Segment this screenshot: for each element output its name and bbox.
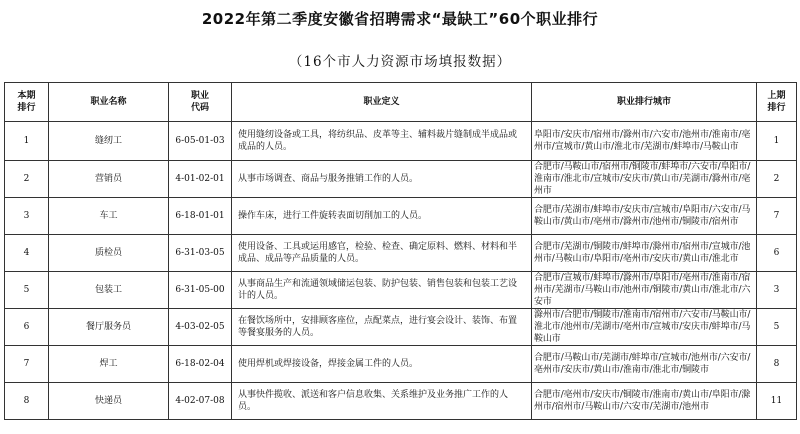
cell-cities: 阜阳市/安庆市/宿州市/滁州市/六安市/池州市/淮南市/亳州市/宣城市/黄山市/淮北市/芜湖市/蚌埠市/马鞍山市 <box>532 122 757 161</box>
header-code: 职业 代码 <box>169 83 232 122</box>
cell-code: 6-18-01-01 <box>169 198 232 235</box>
cell-cities: 合肥市/亳州市/安庆市/铜陵市/淮南市/黄山市/阜阳市/滁州市/宿州市/马鞍山市/六安市/芜湖市/池州市 <box>532 383 757 420</box>
table-row <box>5 272 797 309</box>
cell-definition: 从事商品生产和流通领域储运包装、防护包装、销售包装和包装工艺设计的人员。 <box>232 272 532 309</box>
cell-prev-rank: 6 <box>757 235 797 272</box>
cell-definition: 操作车床，进行工件旋转表面切削加工的人员。 <box>232 198 532 235</box>
table-row <box>5 309 797 346</box>
cell-cities: 滁州市/合肥市/铜陵市/淮南市/宿州市/六安市/马鞍山市/淮北市/池州市/芜湖市/亳州市/宣城市/安庆市/蚌埠市/马鞍山市 <box>532 309 757 346</box>
table-row <box>5 346 797 383</box>
page-subtitle: （16个市人力资源市场填报数据） <box>288 54 512 70</box>
cell-cities: 合肥市/芜湖市/蚌埠市/安庆市/宣城市/阜阳市/六安市/马鞍山市/黄山市/亳州市/滁州市/池州市/铜陵市/宿州市 <box>532 198 757 235</box>
cell-prev-rank: 5 <box>757 309 797 346</box>
cell-name: 快递员 <box>49 383 169 420</box>
header-name: 职业名称 <box>49 83 169 122</box>
cell-cities: 合肥市/宣城市/蚌埠市/滁州市/阜阳市/亳州市/淮南市/宿州市/芜湖市/马鞍山市/池州市/铜陵市/黄山市/淮北市/六安市 <box>532 272 757 309</box>
cell-definition: 使用缝纫设备或工具，将纺织品、皮革等主、辅料裁片缝制成半成品或成品的人员。 <box>232 122 532 161</box>
cell-name: 缝纫工 <box>49 122 169 161</box>
cell-code: 4-03-02-05 <box>169 309 232 346</box>
cell-rank: 7 <box>5 346 49 383</box>
header-prev-rank: 上期 排行 <box>757 83 797 122</box>
cell-cities: 合肥市/马鞍山市/宿州市/铜陵市/蚌埠市/六安市/阜阳市/淮南市/淮北市/宣城市/安庆市/黄山市/芜湖市/滁州市/亳州市 <box>532 161 757 198</box>
cell-code: 6-05-01-03 <box>169 122 232 161</box>
cell-prev-rank: 7 <box>757 198 797 235</box>
cell-code: 4-02-07-08 <box>169 383 232 420</box>
table-row <box>5 161 797 198</box>
cell-rank: 3 <box>5 198 49 235</box>
table-row <box>5 198 797 235</box>
cell-definition: 在餐饮场所中，安排顾客座位，点配菜点，进行宴会设计、装饰、布置等餐宴服务的人员。 <box>232 309 532 346</box>
cell-cities: 合肥市/马鞍山市/芜湖市/蚌埠市/宣城市/池州市/六安市/亳州市/安庆市/黄山市/淮南市/淮北市/铜陵市 <box>532 346 757 383</box>
cell-code: 6-31-05-00 <box>169 272 232 309</box>
cell-code: 6-18-02-04 <box>169 346 232 383</box>
cell-name: 包装工 <box>49 272 169 309</box>
cell-name: 车工 <box>49 198 169 235</box>
cell-name: 质检员 <box>49 235 169 272</box>
table-row <box>5 122 797 161</box>
cell-rank: 4 <box>5 235 49 272</box>
table-row <box>5 383 797 420</box>
cell-code: 6-31-03-05 <box>169 235 232 272</box>
cell-prev-rank: 2 <box>757 161 797 198</box>
cell-definition: 使用设备、工具或运用感官，检验、检查、确定原料、燃料、材料和半成品、成品等产品质量的人员。 <box>232 235 532 272</box>
cell-definition: 从事快件揽收、派送和客户信息收集、关系维护及业务推广工作的人员。 <box>232 383 532 420</box>
cell-rank: 1 <box>5 122 49 161</box>
cell-rank: 6 <box>5 309 49 346</box>
table-header-row <box>5 83 797 122</box>
cell-definition: 从事市场调查、商品与服务推销工作的人员。 <box>232 161 532 198</box>
cell-prev-rank: 11 <box>757 383 797 420</box>
cell-prev-rank: 1 <box>757 122 797 161</box>
cell-rank: 8 <box>5 383 49 420</box>
cell-prev-rank: 8 <box>757 346 797 383</box>
cell-name: 餐厅服务员 <box>49 309 169 346</box>
cell-name: 营销员 <box>49 161 169 198</box>
cell-code: 4-01-02-01 <box>169 161 232 198</box>
table-row <box>5 235 797 272</box>
header-definition: 职业定义 <box>232 83 532 122</box>
header-cities: 职业排行城市 <box>532 83 757 122</box>
cell-rank: 2 <box>5 161 49 198</box>
cell-cities: 合肥市/芜湖市/铜陵市/蚌埠市/滁州市/宿州市/宣城市/池州市/马鞍山市/阜阳市/亳州市/安庆市/黄山市/淮北市 <box>532 235 757 272</box>
header-rank: 本期 排行 <box>5 83 49 122</box>
cell-rank: 5 <box>5 272 49 309</box>
cell-name: 焊工 <box>49 346 169 383</box>
occupation-ranking-table <box>4 82 797 420</box>
cell-prev-rank: 3 <box>757 272 797 309</box>
page-title: 2022年第二季度安徽省招聘需求“最缺工”60个职业排行 <box>201 10 599 28</box>
cell-definition: 使用焊机或焊接设备，焊接金属工件的人员。 <box>232 346 532 383</box>
